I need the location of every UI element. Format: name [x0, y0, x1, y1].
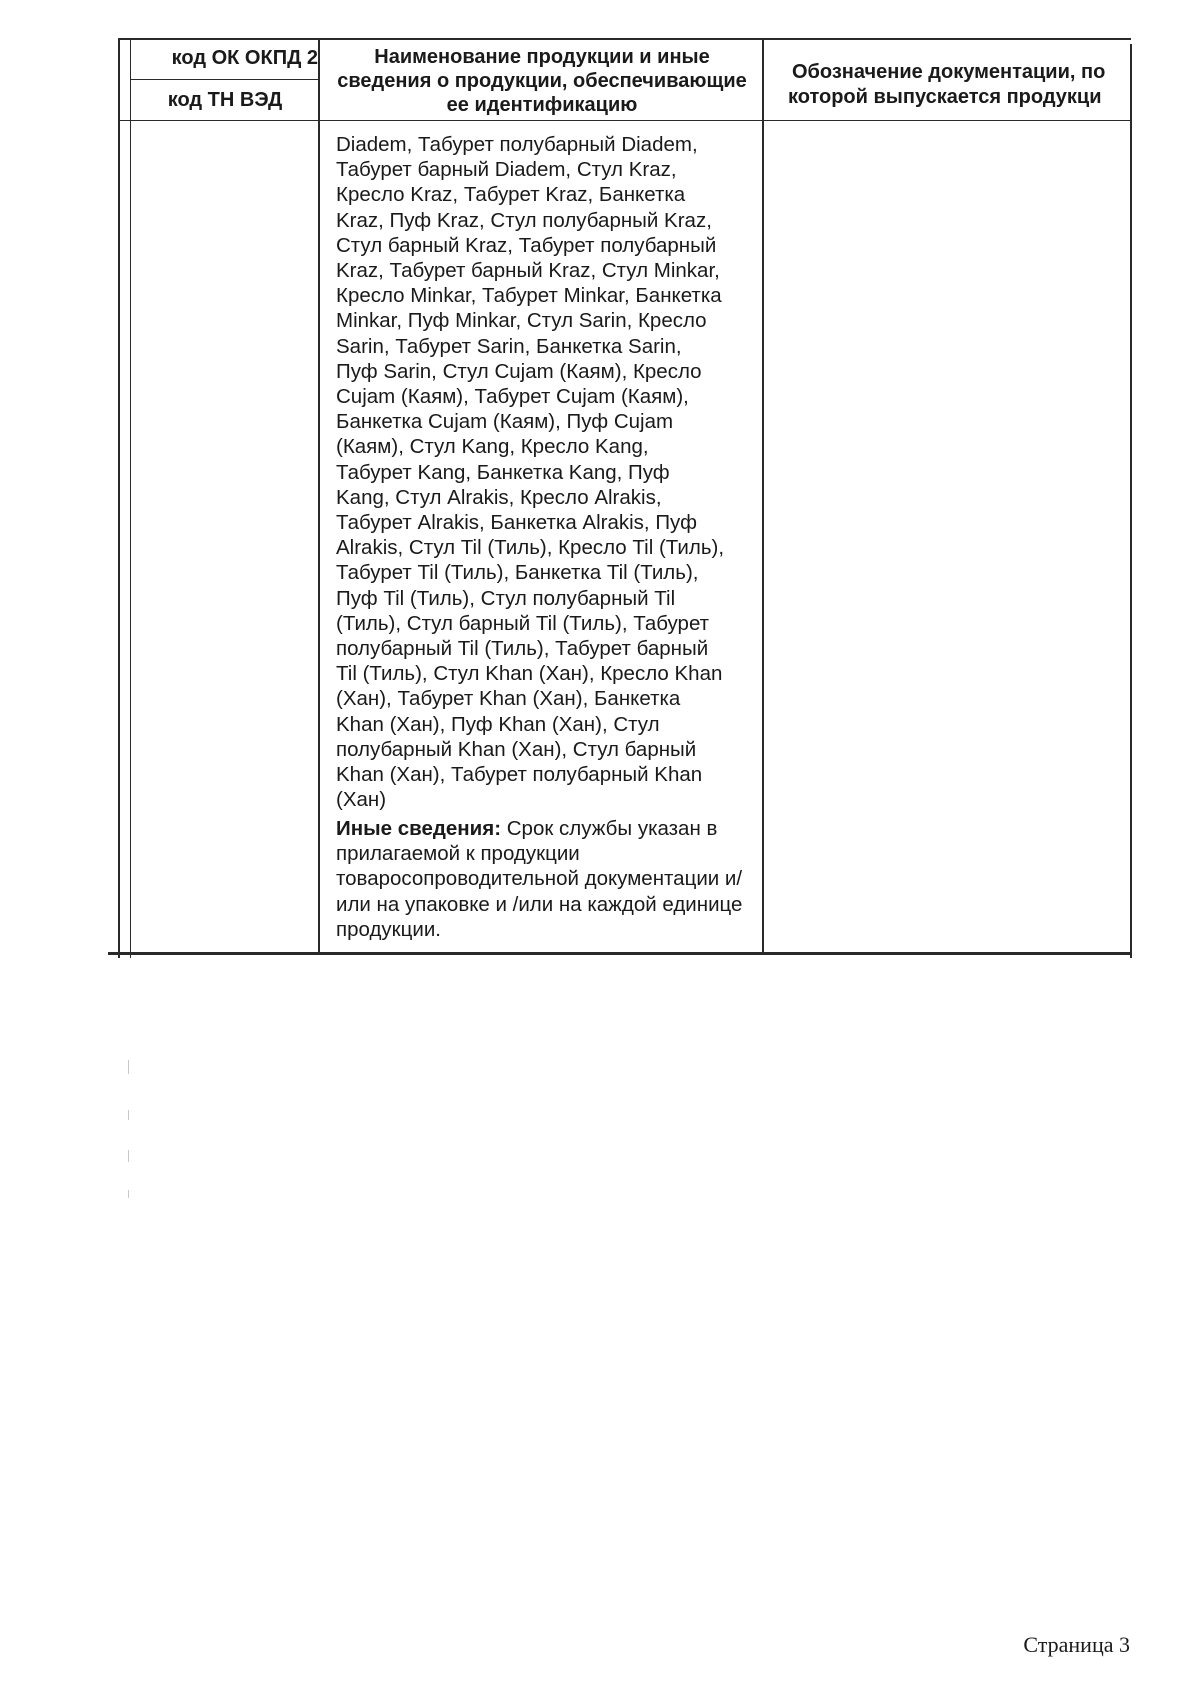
table-border-bottom: [108, 952, 1131, 955]
column-divider-2: [762, 40, 764, 952]
table-border-top: [118, 38, 1131, 40]
scan-mark: [128, 1150, 129, 1162]
page-number: Страница 3: [1023, 1632, 1130, 1657]
product-description: Diadem, Табурет полубарный Diadem, Табурет барный Diadem, Стул Kraz, Кресло Kraz, Табурет Kraz, Банкетка Kraz, Пуф Kraz, Стул полубарный Kraz, Стул барный Kraz, Табурет полубарный Kraz, Табурет барный Kraz, Стул Minkar, Кресло Minkar, Табурет Minkar, Банкетка Minkar, Пуф Minkar, Стул Sarin, Кресло Sarin, Табурет Sarin, Банкетка Sarin, Пуф Sarin, Стул Cujam (Каям), Кресло Cujam (Каям), Табурет Cujam (Каям), Банкетка Cujam (Каям), Пуф Cujam (Каям), Стул Kang, Кресло Kang, Табурет Kang, Банкетка Kang, Пуф Kang, Стул Alrakis, Кресло Alrakis, Табурет Alrakis, Банкетка Alrakis, Пуф Alrakis, Стул Til (Тиль), Кресло Til (Тиль), Табурет Til (Тиль), Банкетка Til (Тиль), Пуф Til (Тиль), Стул полубарный Til (Тиль), Стул барный Til (Тиль), Табурет полубарный Til (Тиль), Табурет барный Til (Тиль), Стул Khan (Хан), Кресло Khan (Хан), Табурет Khan (Хан), Банкетка Khan (Хан), Пуф Khan (Хан), Стул полубарный Khan (Хан), Стул барный Khan (Хан), Табурет полубарный Khan (Хан): [336, 133, 725, 812]
header-tnved-code: код ТН ВЭД: [167, 89, 283, 111]
scan-mark: [128, 1060, 129, 1074]
other-info-label: Иные сведения:: [336, 817, 502, 840]
scan-mark: [128, 1190, 129, 1198]
header-product-name: Наименование продукции и иные сведения о продукции, обеспечивающие ее идентификацию: [337, 46, 747, 116]
other-info-text: Срок службы указан в прилагаемой к продукции товаросопроводительной документации и/или на упаковке и /или на каждой единице продукции.: [336, 817, 743, 941]
table-border-left-inner: [130, 38, 131, 958]
header-bottom-border: [120, 120, 1131, 121]
header-documentation-line1: Обозначение документации, по: [792, 61, 1106, 83]
scan-mark: [128, 1110, 129, 1120]
other-info: [336, 816, 754, 942]
header-documentation-line2: которой выпускается продукци: [788, 86, 1102, 108]
table-border-right: [1130, 44, 1132, 958]
code-header-divider: [130, 79, 319, 80]
column-divider-1: [318, 40, 320, 952]
header-okpd-code: код ОК ОКПД 2: [171, 47, 318, 69]
table-border-left: [118, 38, 120, 958]
